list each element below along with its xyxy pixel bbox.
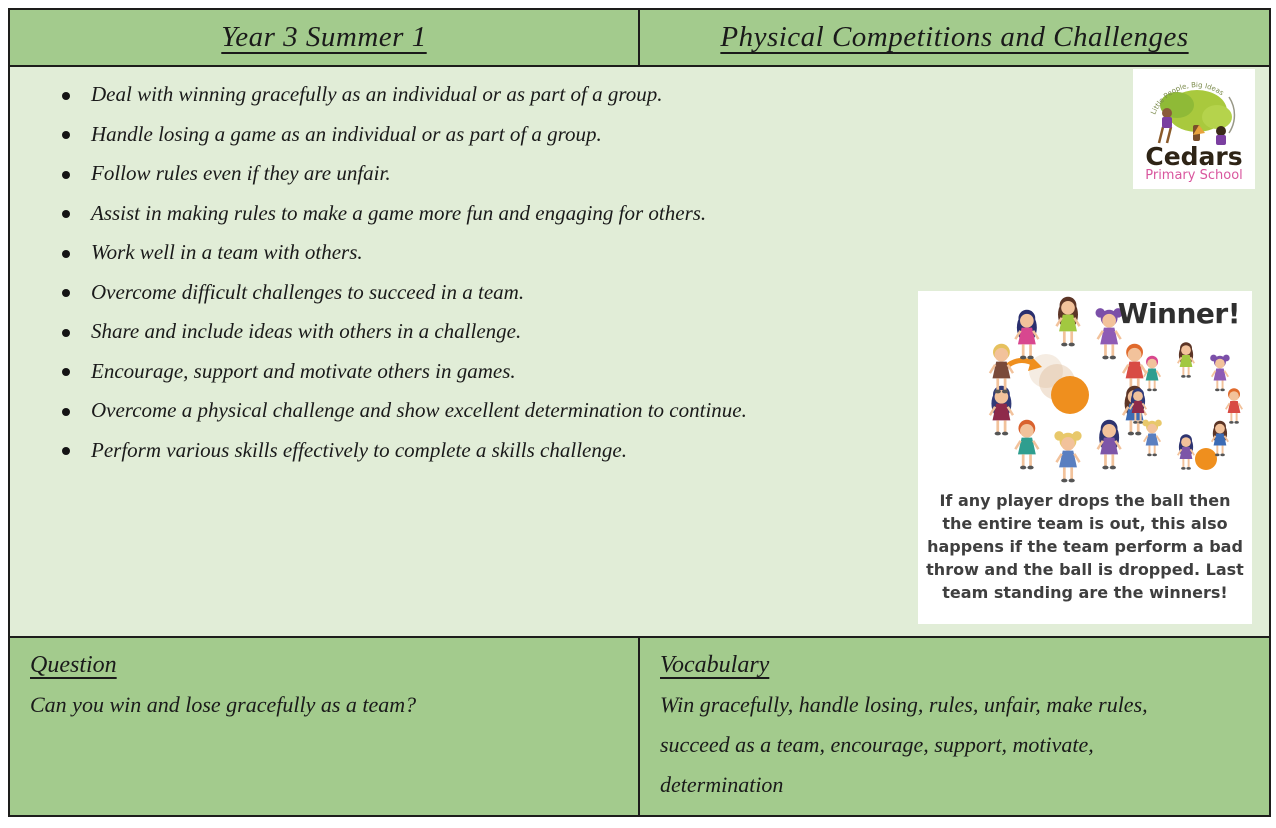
objective-text: Follow rules even if they are unfair. (91, 161, 391, 186)
topic-title-cell (638, 10, 1269, 65)
school-logo (1133, 69, 1255, 189)
bullet-icon (62, 171, 70, 179)
bullet-icon (62, 210, 70, 218)
objective-item (62, 75, 1269, 115)
vocabulary-cell (638, 638, 1269, 815)
bullet-icon (62, 289, 70, 297)
logo-school-name: Cedars (1145, 142, 1243, 171)
question-heading: Question (30, 652, 117, 678)
bullet-icon (62, 92, 70, 100)
objective-item (62, 154, 1269, 194)
objective-text: Assist in making rules to make a game more fun and engaging for others. (91, 200, 707, 225)
objective-text: Work well in a team with others. (91, 240, 363, 265)
unit-title-cell (10, 10, 638, 65)
objective-text: Handle losing a game as an individual or as part of a group. (91, 121, 602, 146)
objective-item (62, 115, 1269, 155)
winner-figure (918, 291, 1252, 624)
vocabulary-text: Win gracefully, handle losing, rules, unfair, make rules, succeed as a team, encourage, support, motivate, determination (660, 692, 1148, 797)
objective-text: Deal with winning gracefully as an individual or as part of a group. (91, 82, 663, 107)
objective-text: Encourage, support and motivate others in games. (91, 358, 516, 383)
objective-item (62, 233, 1269, 273)
bullet-icon (62, 408, 70, 416)
worksheet-table (8, 8, 1271, 817)
objective-text: Overcome difficult challenges to succeed in a team. (91, 279, 525, 304)
unit-title: Year 3 Summer 1 (221, 21, 427, 53)
bullet-icon (62, 447, 70, 455)
logo-school-type: Primary School (1145, 168, 1243, 183)
question-cell (10, 638, 638, 815)
objective-text: Share and include ideas with others in a challenge. (91, 319, 522, 344)
winner-title: Winner! (1117, 297, 1240, 330)
objectives-section (10, 67, 1269, 636)
objective-item (62, 194, 1269, 234)
vocabulary-heading: Vocabulary (660, 652, 770, 678)
bullet-icon (62, 368, 70, 376)
bullet-icon (62, 131, 70, 139)
header-row (10, 10, 1269, 67)
logo-tagline: Little People, Big Ideas (1149, 81, 1226, 116)
footer-row (10, 636, 1269, 815)
objective-text: Perform various skills effectively to complete a skills challenge. (91, 437, 627, 462)
bullet-icon (62, 329, 70, 337)
objective-text: Overcome a physical challenge and show excellent determination to continue. (91, 398, 747, 423)
school-logo-icon (1133, 69, 1255, 189)
winner-caption: If any player drops the ball then the entire team is out, this also happens if the team perform a bad throw and the ball is dropped. Last team standing are the winners! (926, 491, 1244, 602)
topic-title: Physical Competitions and Challenges (720, 21, 1189, 53)
bullet-icon (62, 250, 70, 258)
question-text: Can you win and lose gracefully as a team? (30, 692, 417, 717)
